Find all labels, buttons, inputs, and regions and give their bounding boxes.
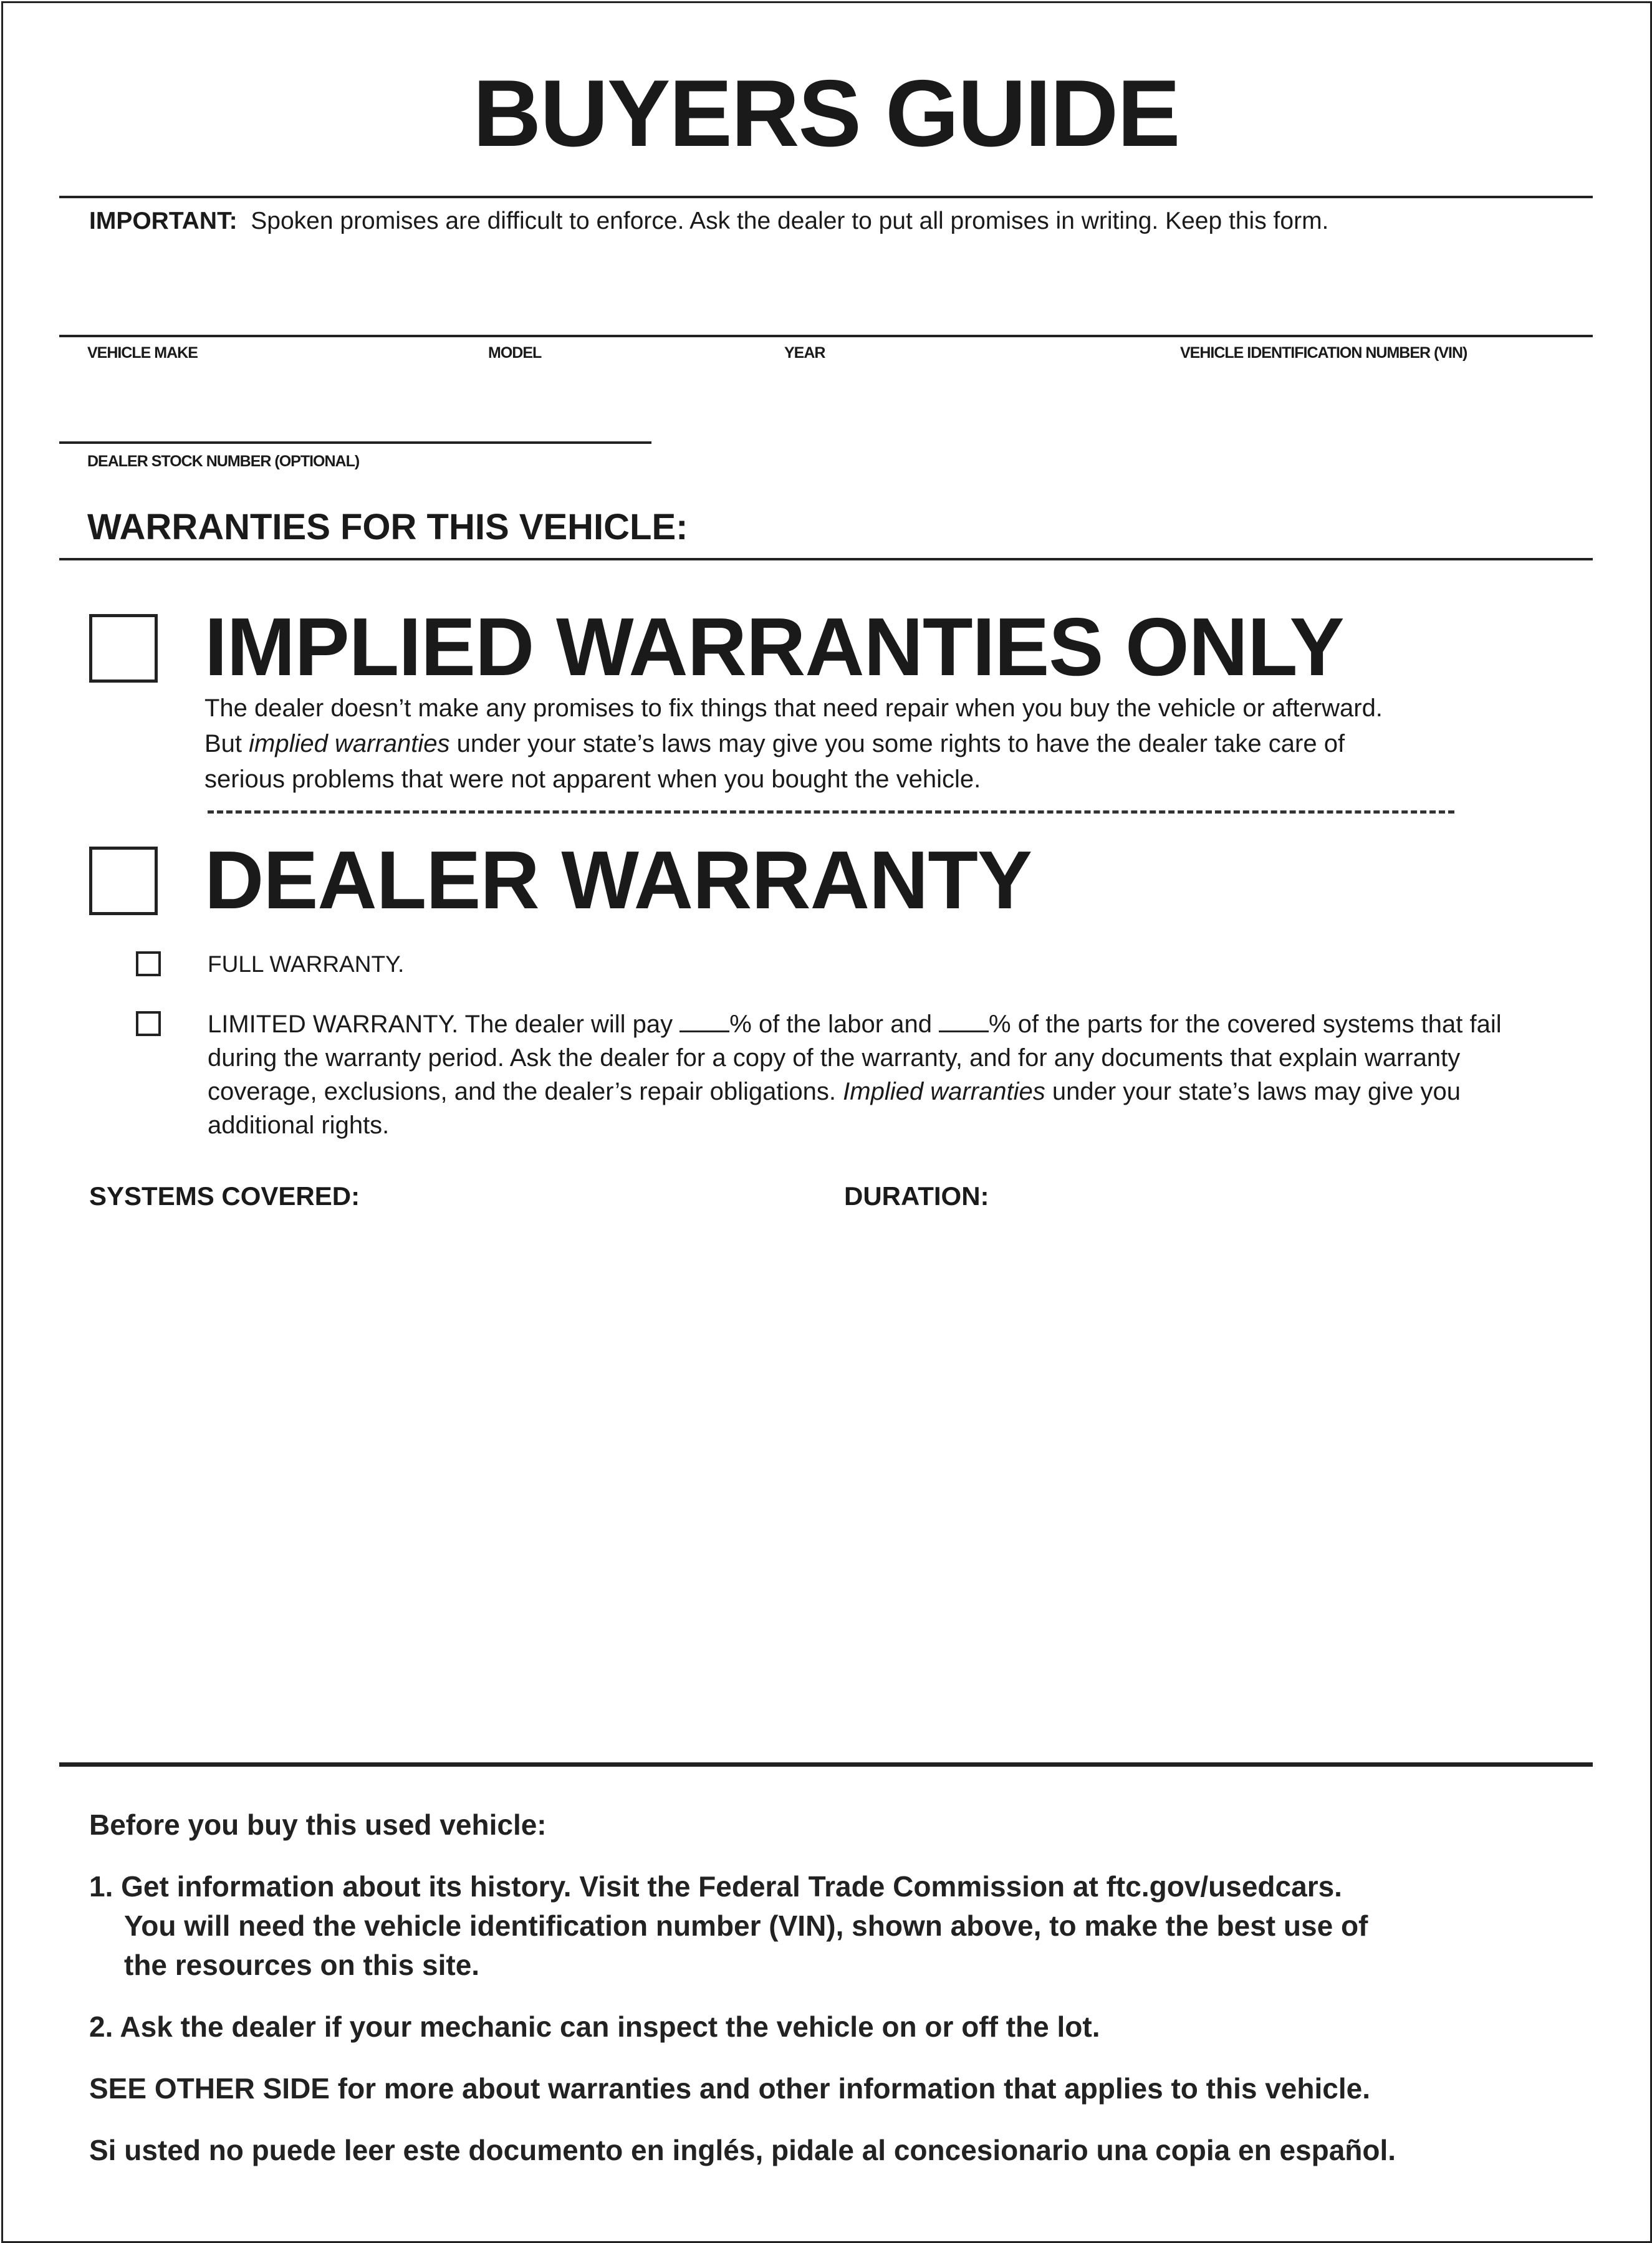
implied-warranties-text (204, 691, 1563, 797)
vehicle-fields-line (59, 335, 1593, 337)
divider-warranties (59, 558, 1593, 560)
implied-line-1: The dealer doesn’t make any promises to fix things that need repair when you buy the vehicle or afterward. (204, 694, 1383, 722)
important-label: IMPORTANT: (89, 208, 238, 234)
labor-percent-blank[interactable] (680, 1012, 729, 1032)
year-label: YEAR (784, 344, 825, 362)
limited-text-c: % of the parts for the covered systems that fail during the warranty period. Ask the dealer for a copy of the warranty, and for any documents that explain warranty coverage, exclusions, and the dealer’s repair obligations. (208, 1011, 1502, 1105)
dealer-warranty-checkbox[interactable] (89, 847, 158, 915)
limited-text-b: % of the labor and (729, 1011, 939, 1038)
vin-label: VEHICLE IDENTIFICATION NUMBER (VIN) (1180, 344, 1467, 362)
bottom-intro: Before you buy this used vehicle: (89, 1808, 547, 1841)
stock-number-label: DEALER STOCK NUMBER (OPTIONAL) (87, 453, 360, 470)
spanish-notice: Si usted no puede leer este documento en inglés, pidale al concesionario una copia en español. (89, 2134, 1396, 2166)
systems-covered-label: SYSTEMS COVERED: (89, 1181, 360, 1211)
bottom-instructions (89, 1805, 1598, 2170)
bottom-item-1-line-3: the resources on this site. (124, 1949, 480, 1981)
limited-text-italic: Implied warranties (843, 1078, 1045, 1105)
model-label: MODEL (488, 344, 542, 362)
page-title: BUYERS GUIDE (473, 60, 1179, 166)
bottom-item-1-line-2: You will need the vehicle identification number (VIN), shown above, to make the best use of (124, 1909, 1368, 1942)
warranties-heading: WARRANTIES FOR THIS VEHICLE: (87, 507, 688, 547)
limited-warranty-text (208, 1007, 1560, 1142)
see-other-side: SEE OTHER SIDE for more about warranties and other information that applies to this vehicle. (89, 2072, 1370, 2105)
important-notice (89, 208, 1328, 235)
parts-percent-blank[interactable] (939, 1012, 989, 1032)
divider-top (59, 196, 1593, 198)
bottom-item-1 (89, 1867, 1598, 1985)
implied-line-2-italic: implied warranties (249, 730, 450, 757)
limited-warranty-checkbox[interactable] (136, 1011, 161, 1036)
implied-line-2-post: under your state’s laws may give you some rights to have the dealer take care of (449, 730, 1345, 757)
duration-label: DURATION: (844, 1181, 989, 1211)
limited-text-a: LIMITED WARRANTY. The dealer will pay (208, 1011, 680, 1038)
bottom-item-2: 2. Ask the dealer if your mechanic can inspect the vehicle on or off the lot. (89, 2010, 1100, 2043)
full-warranty-checkbox[interactable] (136, 951, 161, 976)
divider-bottom (59, 1762, 1593, 1767)
full-warranty-label: FULL WARRANTY. (208, 951, 405, 977)
vehicle-make-label: VEHICLE MAKE (87, 344, 198, 362)
implied-line-2-pre: But (204, 730, 249, 757)
implied-warranties-heading: IMPLIED WARRANTIES ONLY (204, 601, 1344, 693)
dealer-warranty-heading: DEALER WARRANTY (204, 834, 1032, 926)
implied-line-3: serious problems that were not apparent when you bought the vehicle. (204, 766, 981, 793)
bottom-item-1-line-1: 1. Get information about its history. Visit the Federal Trade Commission at ftc.gov/usedcars. (89, 1870, 1342, 1903)
implied-warranties-checkbox[interactable] (89, 614, 158, 683)
stock-number-line (59, 441, 651, 444)
limited-text-d: under your state’s laws may give you additional rights. (208, 1078, 1461, 1139)
important-text: Spoken promises are difficult to enforce. Ask the dealer to put all promises in writing. Keep this form. (251, 208, 1329, 234)
dashed-separator (208, 810, 1454, 814)
